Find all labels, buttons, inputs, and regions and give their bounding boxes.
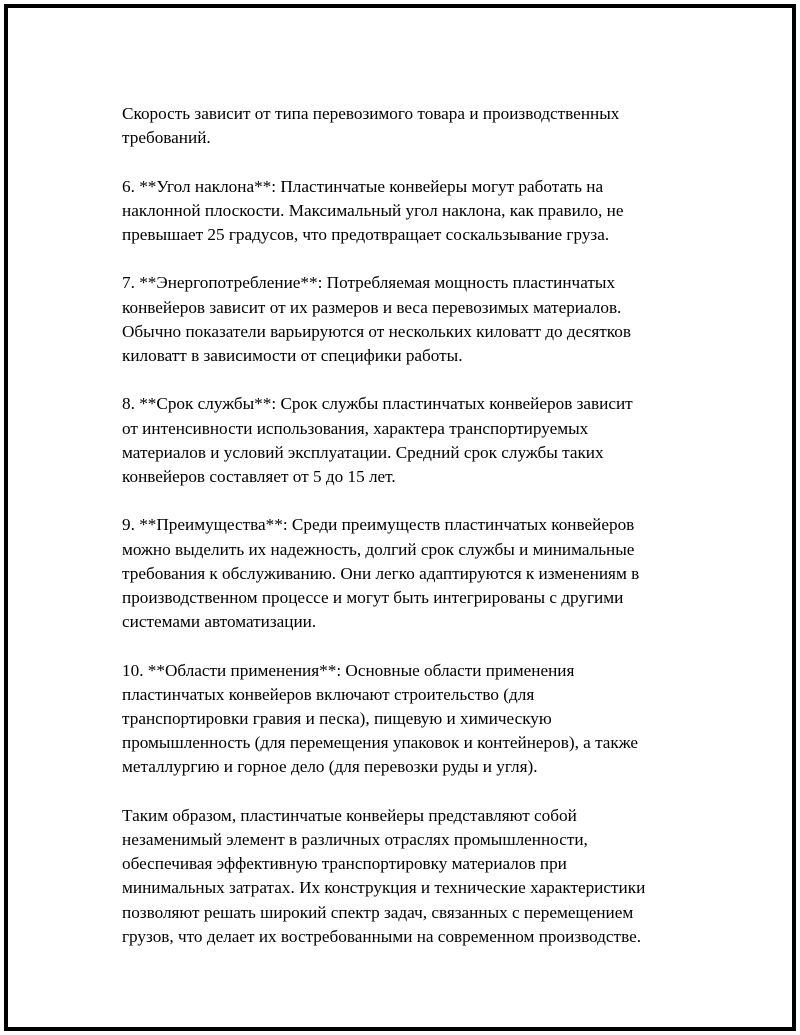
paragraph-incline-angle: 6. **Угол наклона**: Пластинчатые конвейеры могут работать на наклонной плоскости. Максимальный угол наклона, как правило, не превышает 25 градусов, что предотвращает соскальзывание груза.	[122, 176, 624, 244]
paragraph-advantages: 9. **Преимущества**: Среди преимуществ пластинчатых конвейеров можно выделить их надежность, долгий срок службы и минимальные требования к обслуживанию. Они легко адаптируются к изменениям в производственном процессе и могут быть интегрированы с другими системами автоматизации.	[122, 515, 640, 632]
paragraph-speed-note: Скорость зависит от типа перевозимого товара и производственных требований.	[122, 104, 620, 148]
paragraph-service-life: 8. **Срок службы**: Срок службы пластинчатых конвейеров зависит от интенсивности использования, характера транспортируемых материалов и условий эксплуатации. Средний срок службы таких конвейеров составляет от 5 до 15 лет.	[122, 394, 633, 486]
paragraph-conclusion: Таким образом, пластинчатые конвейеры представляют собой незаменимый элемент в различных отраслях промышленности, обеспечивая эффективную транспортировку материалов при минимальных затратах. Их конструкция и технические характеристики позволяют решать широкий спектр задач, связанных с перемещением грузов, что делает их востребованными на современном производстве.	[122, 805, 646, 946]
document-body	[122, 102, 697, 973]
paragraph-applications: 10. **Области применения**: Основные области применения пластинчатых конвейеров включают строительство (для транспортировки гравия и песка), пищевую и химическую промышленность (для перемещения упаковок и контейнеров), а также металлургию и горное дело (для перевозки руды и угля).	[122, 660, 639, 777]
page-frame	[4, 4, 796, 1031]
paragraph-energy-consumption: 7. **Энергопотребление**: Потребляемая мощность пластинчатых конвейеров зависит от их размеров и веса перевозимых материалов. Обычно показатели варьируются от нескольких киловатт до десятков киловатт в зависимости от специфики работы.	[122, 273, 631, 365]
